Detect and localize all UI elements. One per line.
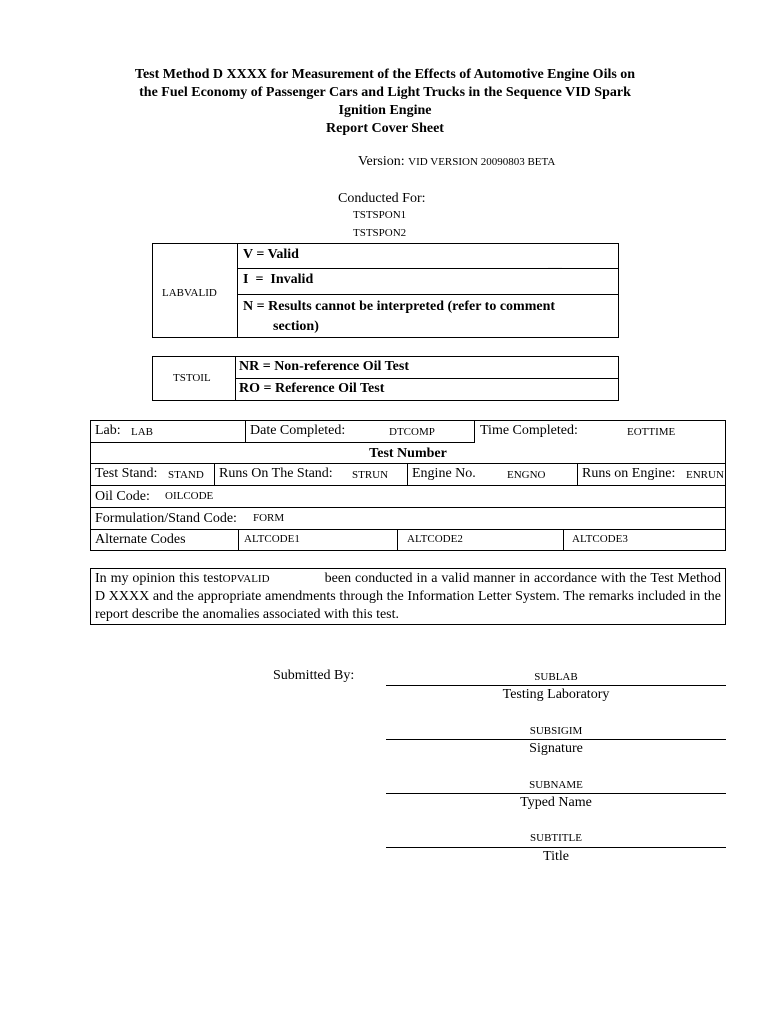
formulation-value: FORM — [253, 512, 285, 524]
lab-valid-mark: __ — [548, 256, 562, 271]
conducted-for-label: Conducted For: — [338, 191, 426, 206]
version-label: Version: — [358, 154, 405, 169]
runs-on-stand-value: STRUN — [352, 469, 389, 481]
runs-on-engine-value: ENRUN — [686, 469, 724, 481]
oil-code-value: OILCODE — [165, 490, 214, 502]
lab-valid-field: LABVALID — [162, 287, 217, 299]
test-stand-label: Test Stand: — [95, 466, 158, 481]
alternate-codes-label: Alternate Codes — [95, 532, 186, 547]
submitted-signature-value: SUBSIGIM — [529, 725, 583, 737]
engine-no-label: Engine No. — [412, 466, 476, 481]
title-line: Ignition Engine — [338, 103, 432, 118]
option-reference: RO = Reference Oil Test — [239, 381, 385, 396]
alt-code-3: ALTCODE3 — [572, 533, 628, 545]
option-not-interpretable: N = Results cannot be interpreted (refer to comment — [243, 299, 556, 314]
submitted-lab-value: SUBLAB — [534, 671, 578, 683]
opinion-field: OPVALID — [222, 573, 270, 585]
option-not-interpretable-cont: section) — [273, 319, 319, 334]
opinion-text-after: been conducted in a valid manner in accordance with the Test Method D XXXX and the appropriate amendments through the Information Letter System. The remarks included in the report describe the anomalies associated with this test. — [95, 571, 721, 622]
lab-label: Lab: — [95, 423, 121, 438]
test-number-header: Test Number — [369, 446, 447, 461]
signature-rule — [386, 739, 726, 740]
submitted-title-value: SUBTITLE — [530, 832, 582, 844]
title-line: Test Method D XXXX for Measurement of the Effects of Automotive Engine Oils on — [134, 67, 636, 82]
time-completed-label: Time Completed: — [480, 423, 578, 438]
submitted-name-value: SUBNAME — [529, 779, 583, 791]
time-completed-value: EOTTIME — [627, 426, 676, 438]
runs-on-engine-label: Runs on Engine: — [582, 466, 676, 481]
signature-caption: Signature — [529, 741, 583, 756]
option-non-reference: NR = Non-reference Oil Test — [239, 359, 409, 374]
signature-rule — [386, 793, 726, 794]
alt-code-1: ALTCODE1 — [244, 533, 300, 545]
title-line: the Fuel Economy of Passenger Cars and Light Trucks in the Sequence VID Spark — [139, 85, 631, 100]
date-completed-value: DTCOMP — [389, 426, 435, 438]
sponsor-1: TSTSPON1 — [353, 209, 407, 221]
sponsor-2: TSTSPON2 — [353, 227, 407, 239]
opinion-text-before: In my opinion this test — [95, 571, 223, 586]
title-caption: Title — [543, 849, 569, 864]
oil-code-label: Oil Code: — [95, 489, 150, 504]
testing-laboratory-caption: Testing Laboratory — [502, 687, 610, 702]
alt-code-2: ALTCODE2 — [407, 533, 463, 545]
submitted-by-label: Submitted By: — [273, 668, 355, 683]
option-invalid: I = Invalid — [243, 272, 314, 287]
version-line — [358, 154, 555, 170]
test-stand-value: STAND — [168, 469, 204, 481]
signature-rule — [386, 685, 726, 686]
runs-on-stand-label: Runs On The Stand: — [219, 466, 333, 481]
document-title — [90, 66, 680, 138]
formulation-label: Formulation/Stand Code: — [95, 511, 237, 526]
lab-value: LAB — [131, 426, 153, 438]
option-valid: V = Valid — [243, 247, 299, 262]
test-oil-field: TSTOIL — [173, 372, 211, 384]
signature-rule — [386, 847, 726, 848]
typed-name-caption: Typed Name — [520, 795, 592, 810]
title-line: Report Cover Sheet — [326, 121, 444, 136]
opinion-statement — [95, 570, 721, 624]
engine-no-value: ENGNO — [507, 469, 546, 481]
date-completed-label: Date Completed: — [250, 423, 346, 438]
version-value: VID VERSION 20090803 BETA — [408, 156, 556, 168]
